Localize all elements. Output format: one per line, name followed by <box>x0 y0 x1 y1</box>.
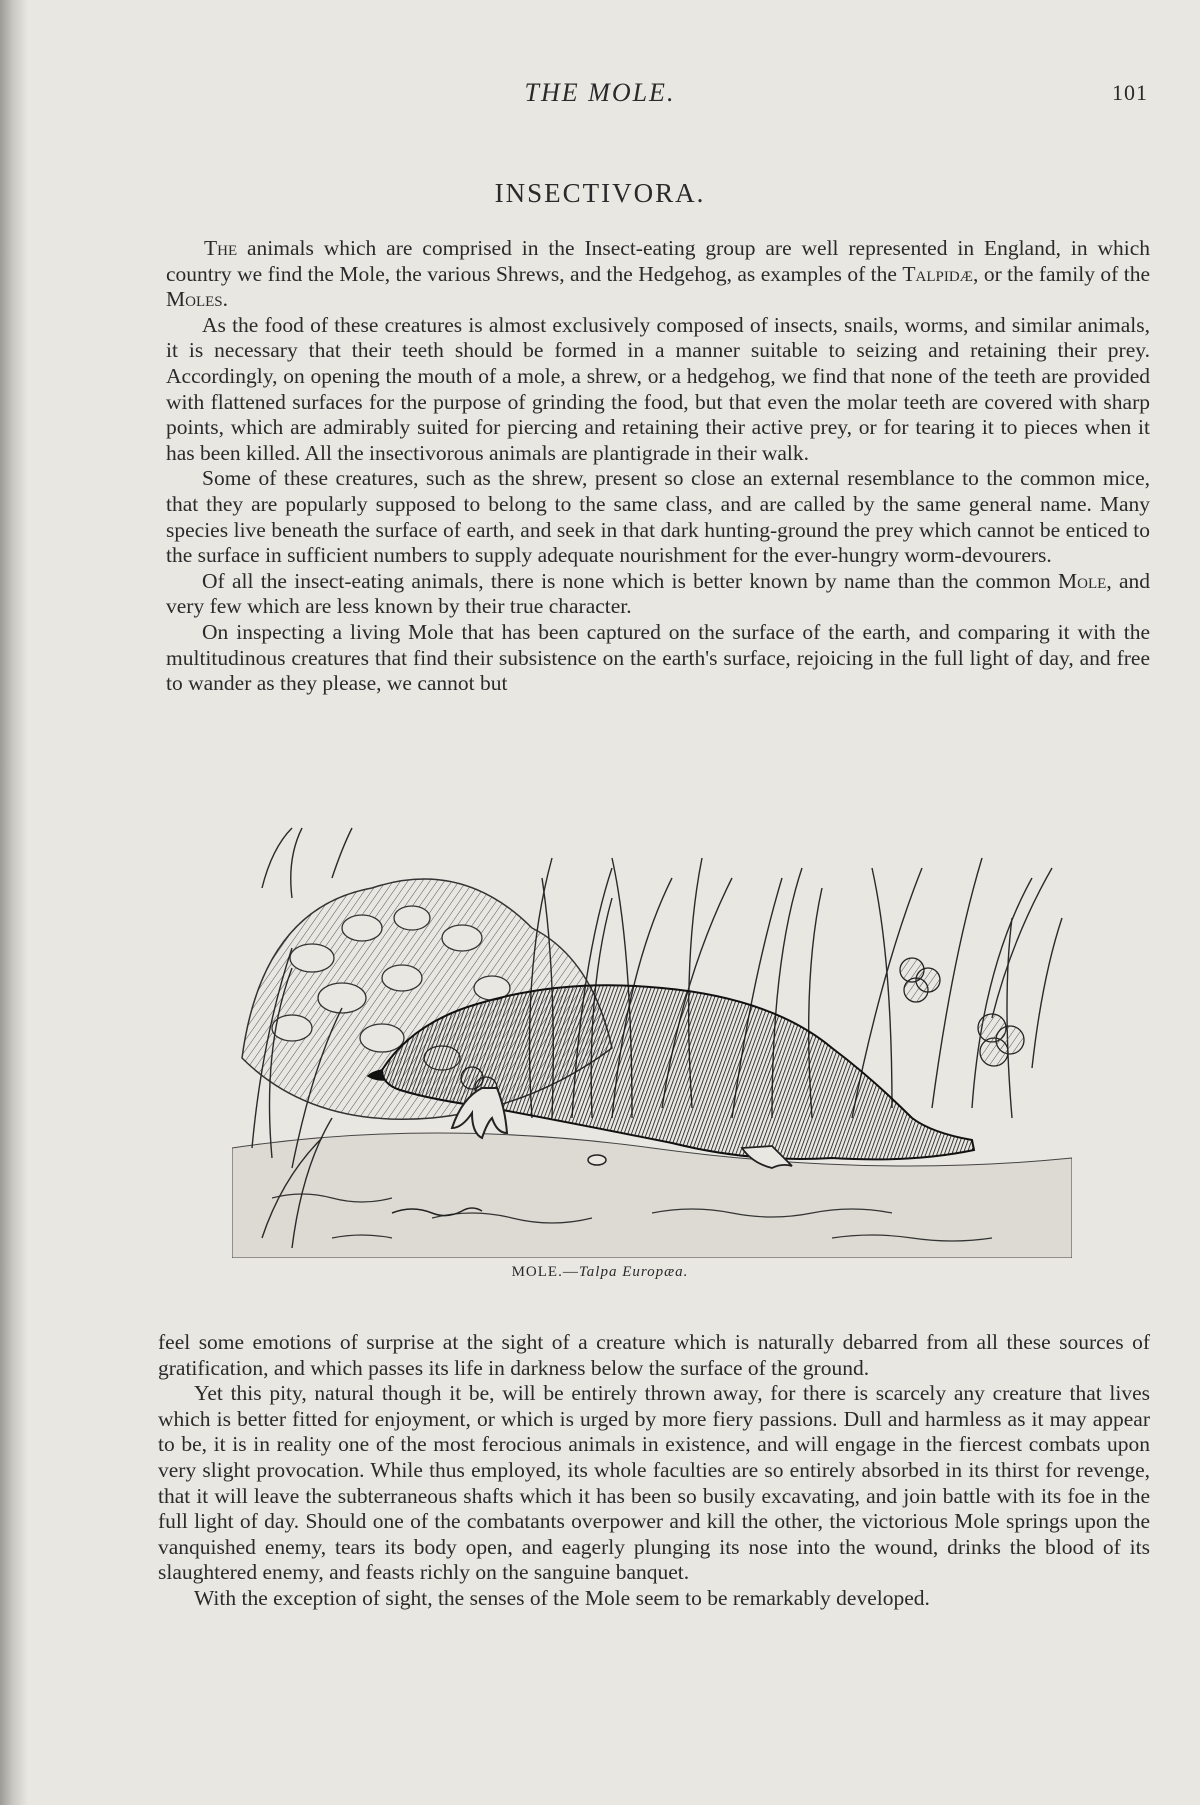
paragraph-1-text-b: , or the family of the <box>973 261 1150 286</box>
paragraph-5: On inspecting a living Mole that has been captured on the surface of the earth, and comparing it with the multitudinous creatures that find their subsistence on the earth's surface, rejoicing in the full light of day, and free to wander as they please, we cannot but <box>166 619 1150 696</box>
moles-term: Moles <box>166 287 223 312</box>
pebble <box>588 1155 606 1165</box>
mole-term: Mole <box>1058 568 1107 593</box>
paragraph-2: As the food of these creatures is almost exclusively composed of insects, snails, worms, and similar animals, it is necessary that their teeth should be formed in a manner suitable to seizing and retaining their prey. Accordingly, on opening the mouth of a mole, a shrew, or a hedgehog, we find that none of the teeth are provided with flattened surfaces for the purpose of grinding the food, but that even the molar teeth are covered with sharp points, which are admirably suited for piercing and retaining their active prey, or for tearing it to pieces when it has been killed. All the insectivorous animals are plantigrade in their walk. <box>166 312 1150 465</box>
paragraph-1 <box>166 236 1150 313</box>
body-text-bottom <box>158 1330 1150 1612</box>
running-title: THE MOLE. <box>524 78 676 107</box>
caption-latin-name: Talpa Europæa. <box>578 1264 689 1280</box>
figure-caption <box>0 1264 1200 1281</box>
paragraph-4-text-a: Of all the insect-eating animals, there is none which is better known by name than the common <box>202 568 1059 593</box>
paragraph-1-end: . <box>222 287 228 312</box>
paragraph-1-lead-word: The <box>204 236 238 260</box>
paragraph-4-text-b: , and very few which are less known by their true character. <box>166 568 1150 619</box>
paragraph-1-text-a: animals which are comprised in the Insect-eating group are well represented in England, in which country we find the Mole, the various Shrews, and the Hedgehog, as examples of the <box>166 236 1150 286</box>
mole-illustration <box>232 818 1072 1258</box>
paragraph-6: feel some emotions of surprise at the sight of a creature which is naturally debarred from all these sources of gratification, and which passes its life in darkness below the surface of the ground. <box>158 1330 1150 1380</box>
body-text-top <box>166 236 1150 697</box>
paragraph-4 <box>166 569 1150 620</box>
caption-label: MOLE.— <box>511 1264 579 1280</box>
mole-engraving <box>232 818 1072 1258</box>
paragraph-3: Some of these creatures, such as the shrew, present so close an external resemblance to the common mice, that they are popularly supposed to belong to the same class, and are called by the same general name. Many species live beneath the surface of earth, and seek in that dark hunting-ground the prey which cannot be enticed to the surface in sufficient numbers to supply adequate nourishment for the ever-hungry worm-devourers. <box>166 466 1150 568</box>
page-number: 101 <box>1112 80 1148 105</box>
talpidae-term: Talpidæ <box>902 261 974 286</box>
paragraph-7: Yet this pity, natural though it be, will be entirely thrown away, for there is scarcely any creature that lives which is better fitted for enjoyment, or which is urged by more fiery passions. Dull and harmless as it may appear to be, it is in reality one of the most ferocious animals in existence, and will engage in the fiercest combats upon very slight provocation. While thus employed, its whole faculties are so entirely absorbed in its thirst for revenge, that it will leave the subterraneous shafts which it has been so busily excavating, and join battle with its foe in the full light of day. Should one of the combatants overpower and kill the other, the victorious Mole springs upon the vanquished enemy, tears its body open, and eagerly plunging its nose into the wound, drinks the blood of its slaughtered enemy, and feasts richly on the sanguine banquet. <box>158 1381 1150 1585</box>
section-title: INSECTIVORA. <box>494 178 706 208</box>
paragraph-8: With the exception of sight, the senses of the Mole seem to be remarkably developed. <box>194 1585 930 1610</box>
